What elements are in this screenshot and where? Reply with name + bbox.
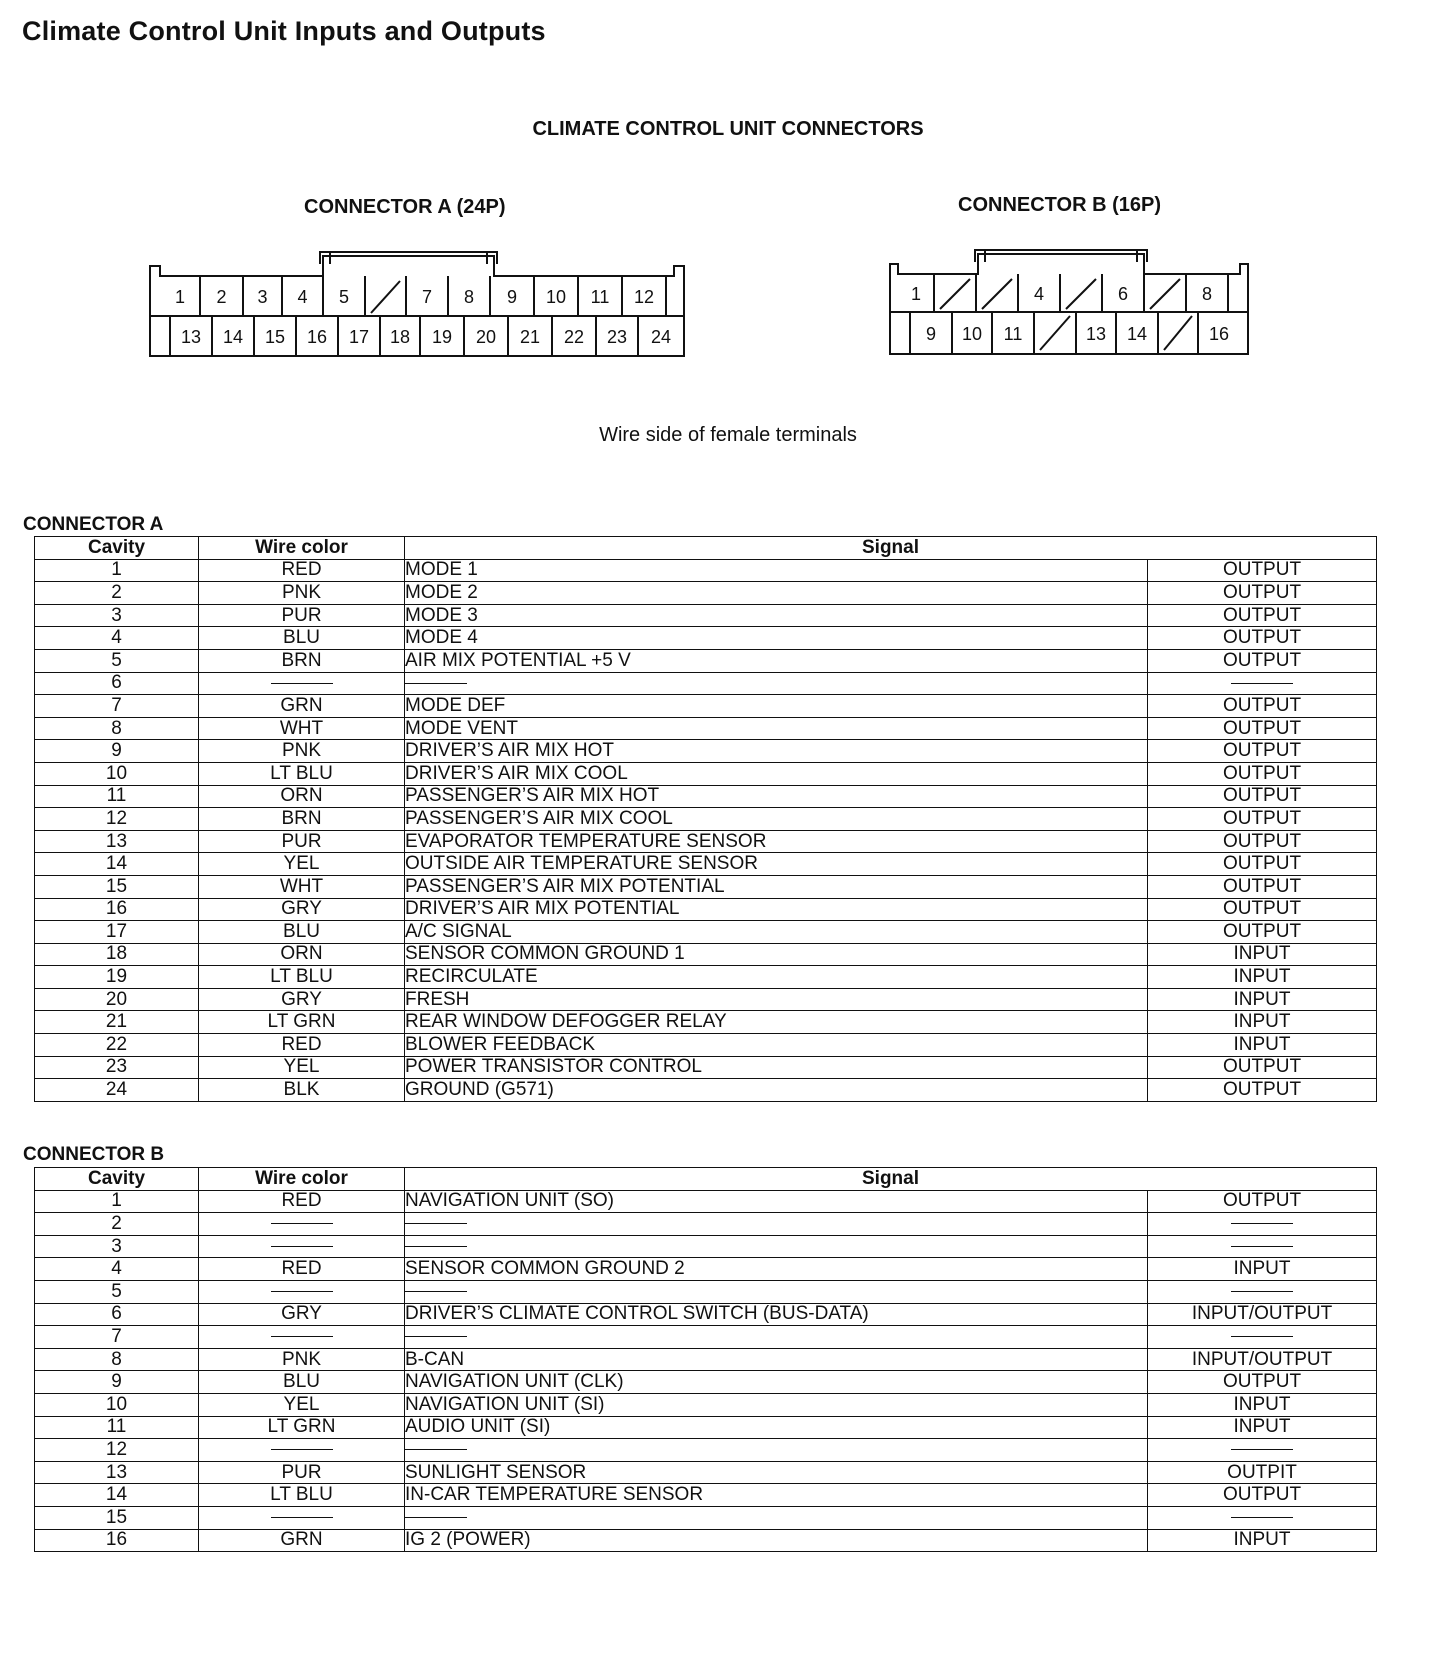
direction-cell: OUTPUT	[1148, 921, 1377, 944]
cavity-number: 11	[1003, 324, 1023, 344]
wire-color-cell: PUR	[199, 830, 405, 853]
unused-dash	[271, 683, 333, 684]
cavity-number: 16	[306, 327, 328, 347]
table-header-row	[35, 1168, 1377, 1191]
signal-header: Signal	[405, 1168, 1377, 1191]
wire-color-cell: ORN	[199, 943, 405, 966]
connector-a-table-label: CONNECTOR A	[23, 514, 164, 535]
table-row	[35, 1280, 1377, 1303]
connector-b-diagram	[0, 0, 1456, 380]
wire-color-header: Wire color	[199, 1168, 405, 1191]
direction-cell: OUTPUT	[1148, 695, 1377, 718]
wire-color-cell: GRY	[199, 898, 405, 921]
wire-color-cell	[199, 1280, 405, 1303]
direction-cell: OUTPUT	[1148, 559, 1377, 582]
signal-cell: POWER TRANSISTOR CONTROL	[405, 1056, 1148, 1079]
table-row	[35, 875, 1377, 898]
wire-color-cell: LT GRN	[199, 1416, 405, 1439]
direction-cell: OUTPUT	[1148, 853, 1377, 876]
direction-cell: OUTPUT	[1148, 1056, 1377, 1079]
table-row	[35, 1056, 1377, 1079]
unused-dash	[1231, 1517, 1293, 1518]
table-row	[35, 1484, 1377, 1507]
signal-cell	[405, 1213, 1148, 1236]
table-row	[35, 1079, 1377, 1102]
diagram-heading: CLIMATE CONTROL UNIT CONNECTORS	[532, 118, 924, 140]
table-row	[35, 1258, 1377, 1281]
unused-dash	[1231, 1291, 1293, 1292]
unused-dash	[1231, 1449, 1293, 1450]
wire-color-cell: BLK	[199, 1079, 405, 1102]
unused-dash	[271, 1449, 333, 1450]
connector-b-table	[34, 1167, 1377, 1552]
wire-color-cell: YEL	[199, 1056, 405, 1079]
direction-cell: INPUT	[1148, 1529, 1377, 1552]
direction-cell: OUTPUT	[1148, 717, 1377, 740]
signal-cell: AIR MIX POTENTIAL +5 V	[405, 649, 1148, 672]
signal-cell: PASSENGER’S AIR MIX COOL	[405, 808, 1148, 831]
wire-color-cell	[199, 1439, 405, 1462]
direction-cell: INPUT	[1148, 1258, 1377, 1281]
unused-dash	[405, 1336, 467, 1337]
table-row	[35, 1529, 1377, 1552]
connector-b-title: CONNECTOR B (16P)	[958, 194, 1161, 216]
unused-dash	[271, 1223, 333, 1224]
direction-cell: INPUT	[1148, 1416, 1377, 1439]
signal-cell: NAVIGATION UNIT (SO)	[405, 1190, 1148, 1213]
cavity-cell: 2	[35, 1213, 199, 1236]
direction-cell: OUTPUT	[1148, 604, 1377, 627]
cavity-cell: 5	[35, 1280, 199, 1303]
table-row	[35, 627, 1377, 650]
wire-color-cell: LT BLU	[199, 1484, 405, 1507]
table-row	[35, 582, 1377, 605]
cavity-number: 13	[1085, 324, 1107, 344]
signal-cell: IG 2 (POWER)	[405, 1529, 1148, 1552]
direction-cell: INPUT	[1148, 1034, 1377, 1057]
unused-dash	[405, 1246, 467, 1247]
unused-dash	[405, 1449, 467, 1450]
wire-color-cell: RED	[199, 559, 405, 582]
direction-cell: OUTPUT	[1148, 1079, 1377, 1102]
cavity-cell: 9	[35, 1371, 199, 1394]
connector-b-table-label: CONNECTOR B	[23, 1144, 165, 1165]
unused-dash	[405, 1517, 467, 1518]
table-row	[35, 740, 1377, 763]
table-row	[35, 762, 1377, 785]
wire-side-caption: Wire side of female terminals	[599, 424, 857, 446]
direction-cell: OUTPUT	[1148, 875, 1377, 898]
signal-cell: DRIVER’S AIR MIX HOT	[405, 740, 1148, 763]
cavity-cell: 7	[35, 1326, 199, 1349]
signal-cell	[405, 1235, 1148, 1258]
cavity-number: 11	[590, 287, 610, 307]
table-row	[35, 1439, 1377, 1462]
unused-cavity-mark	[1164, 316, 1192, 350]
connector-a-table	[34, 536, 1377, 1102]
cavity-cell: 10	[35, 1393, 199, 1416]
connector-latch	[975, 250, 1147, 262]
direction-cell: INPUT	[1148, 943, 1377, 966]
cavity-cell: 16	[35, 898, 199, 921]
table-row	[35, 1011, 1377, 1034]
cavity-cell: 4	[35, 1258, 199, 1281]
direction-cell	[1148, 1439, 1377, 1462]
wire-color-cell: GRY	[199, 988, 405, 1011]
table-row	[35, 717, 1377, 740]
signal-cell: BLOWER FEEDBACK	[405, 1034, 1148, 1057]
cavity-number: 4	[297, 287, 308, 307]
cavity-number: 8	[463, 287, 475, 307]
wire-color-cell: BRN	[199, 649, 405, 672]
signal-cell	[405, 1506, 1148, 1529]
cavity-number: 5	[338, 287, 350, 307]
wire-color-cell	[199, 1506, 405, 1529]
cavity-number: 1	[174, 287, 186, 307]
cavity-number: 6	[1117, 284, 1129, 304]
cavity-cell: 15	[35, 875, 199, 898]
wire-color-cell: PUR	[199, 1461, 405, 1484]
cavity-cell: 24	[35, 1079, 199, 1102]
cavity-cell: 8	[35, 1348, 199, 1371]
connector-a-title: CONNECTOR A (24P)	[304, 196, 506, 218]
signal-cell: NAVIGATION UNIT (CLK)	[405, 1371, 1148, 1394]
wire-color-cell: PUR	[199, 604, 405, 627]
cavity-cell: 9	[35, 740, 199, 763]
cavity-number: 24	[650, 327, 672, 347]
page-title: Climate Control Unit Inputs and Outputs	[22, 16, 546, 46]
cavity-number: 15	[264, 327, 286, 347]
signal-cell: FRESH	[405, 988, 1148, 1011]
signal-cell: IN-CAR TEMPERATURE SENSOR	[405, 1484, 1148, 1507]
cavity-cell: 1	[35, 1190, 199, 1213]
table-row	[35, 830, 1377, 853]
signal-cell: RECIRCULATE	[405, 966, 1148, 989]
table-header-row	[35, 537, 1377, 560]
table-row	[35, 1326, 1377, 1349]
direction-cell: OUTPUT	[1148, 1371, 1377, 1394]
cavity-cell: 6	[35, 1303, 199, 1326]
signal-cell	[405, 1326, 1148, 1349]
unused-dash	[405, 1223, 467, 1224]
table-row	[35, 898, 1377, 921]
direction-cell: OUTPIT	[1148, 1461, 1377, 1484]
direction-cell: OUTPUT	[1148, 898, 1377, 921]
unused-dash	[271, 1517, 333, 1518]
signal-cell: MODE 2	[405, 582, 1148, 605]
cavity-cell: 15	[35, 1506, 199, 1529]
cavity-cell: 21	[35, 1011, 199, 1034]
wire-color-header: Wire color	[199, 537, 405, 560]
direction-cell	[1148, 1506, 1377, 1529]
signal-cell: EVAPORATOR TEMPERATURE SENSOR	[405, 830, 1148, 853]
signal-cell: MODE 3	[405, 604, 1148, 627]
unused-dash	[1231, 1223, 1293, 1224]
signal-cell: REAR WINDOW DEFOGGER RELAY	[405, 1011, 1148, 1034]
cavity-cell: 22	[35, 1034, 199, 1057]
signal-cell	[405, 1280, 1148, 1303]
unused-cavity-mark	[1150, 279, 1180, 309]
cavity-cell: 8	[35, 717, 199, 740]
unused-dash	[1231, 1336, 1293, 1337]
wire-color-cell: LT BLU	[199, 966, 405, 989]
wire-color-cell: RED	[199, 1258, 405, 1281]
cavity-number: 23	[606, 327, 628, 347]
signal-cell	[405, 1439, 1148, 1462]
unused-dash	[405, 683, 467, 684]
direction-cell: OUTPUT	[1148, 762, 1377, 785]
unused-dash	[271, 1291, 333, 1292]
direction-cell	[1148, 1326, 1377, 1349]
cavity-cell: 12	[35, 1439, 199, 1462]
wire-color-cell: YEL	[199, 853, 405, 876]
cavity-cell: 12	[35, 808, 199, 831]
signal-cell: SENSOR COMMON GROUND 2	[405, 1258, 1148, 1281]
wire-color-cell	[199, 1213, 405, 1236]
direction-cell: INPUT	[1148, 966, 1377, 989]
cavity-cell: 23	[35, 1056, 199, 1079]
wire-color-cell: WHT	[199, 875, 405, 898]
signal-cell: GROUND (G571)	[405, 1079, 1148, 1102]
cavity-cell: 11	[35, 1416, 199, 1439]
cavity-number: 9	[506, 287, 518, 307]
direction-cell	[1148, 672, 1377, 695]
table-row	[35, 785, 1377, 808]
table-row	[35, 1416, 1377, 1439]
wire-color-cell: RED	[199, 1190, 405, 1213]
cavity-cell: 16	[35, 1529, 199, 1552]
direction-cell: INPUT	[1148, 1011, 1377, 1034]
unused-cavity-mark	[1040, 316, 1070, 350]
signal-cell: AUDIO UNIT (SI)	[405, 1416, 1148, 1439]
unused-cavity-mark	[1066, 279, 1096, 309]
table-row	[35, 1393, 1377, 1416]
wire-color-cell: GRY	[199, 1303, 405, 1326]
signal-cell: PASSENGER’S AIR MIX POTENTIAL	[405, 875, 1148, 898]
direction-cell: OUTPUT	[1148, 785, 1377, 808]
cavity-number: 8	[1201, 284, 1213, 304]
direction-cell: INPUT	[1148, 1393, 1377, 1416]
wire-color-cell: GRN	[199, 695, 405, 718]
direction-cell: OUTPUT	[1148, 1190, 1377, 1213]
cavity-number: 14	[222, 327, 244, 347]
wire-color-cell: PNK	[199, 1348, 405, 1371]
cavity-cell: 2	[35, 582, 199, 605]
cavity-number: 20	[475, 327, 497, 347]
unused-dash	[405, 1291, 467, 1292]
cavity-number: 17	[348, 327, 370, 347]
cavity-cell: 10	[35, 762, 199, 785]
cavity-cell: 4	[35, 627, 199, 650]
cavity-number: 22	[563, 327, 585, 347]
table-row	[35, 966, 1377, 989]
table-row	[35, 853, 1377, 876]
direction-cell: OUTPUT	[1148, 649, 1377, 672]
wire-color-cell: WHT	[199, 717, 405, 740]
cavity-number: 9	[925, 324, 937, 344]
unused-cavity-mark	[940, 279, 970, 309]
cavity-number: 1	[910, 284, 922, 304]
cavity-number: 13	[180, 327, 202, 347]
signal-cell: MODE 1	[405, 559, 1148, 582]
cavity-number: 14	[1126, 324, 1148, 344]
wire-color-cell: RED	[199, 1034, 405, 1057]
direction-cell: INPUT	[1148, 988, 1377, 1011]
wire-color-cell: LT GRN	[199, 1011, 405, 1034]
cavity-number: 3	[257, 287, 268, 307]
signal-cell: DRIVER’S CLIMATE CONTROL SWITCH (BUS-DATA)	[405, 1303, 1148, 1326]
cavity-cell: 5	[35, 649, 199, 672]
cavity-cell: 13	[35, 1461, 199, 1484]
cavity-number: 10	[961, 324, 983, 344]
unused-dash	[271, 1336, 333, 1337]
cavity-number: 12	[633, 287, 655, 307]
signal-header: Signal	[405, 537, 1377, 560]
cavity-number: 21	[519, 327, 541, 347]
cavity-number: 16	[1208, 324, 1230, 344]
table-row	[35, 1506, 1377, 1529]
table-row	[35, 672, 1377, 695]
table-row	[35, 1461, 1377, 1484]
cavity-cell: 14	[35, 853, 199, 876]
wire-color-cell: LT BLU	[199, 762, 405, 785]
signal-cell: B-CAN	[405, 1348, 1148, 1371]
wire-color-cell: BRN	[199, 808, 405, 831]
wire-color-cell	[199, 1235, 405, 1258]
table-row	[35, 943, 1377, 966]
direction-cell: OUTPUT	[1148, 627, 1377, 650]
table-row	[35, 604, 1377, 627]
table-row	[35, 988, 1377, 1011]
signal-cell: DRIVER’S AIR MIX COOL	[405, 762, 1148, 785]
table-row	[35, 695, 1377, 718]
wire-color-cell: BLU	[199, 921, 405, 944]
direction-cell: INPUT/OUTPUT	[1148, 1348, 1377, 1371]
unused-dash	[1231, 1246, 1293, 1247]
wire-color-cell: BLU	[199, 627, 405, 650]
table-row	[35, 559, 1377, 582]
unused-dash	[1231, 683, 1293, 684]
table-row	[35, 1348, 1377, 1371]
cavity-cell: 20	[35, 988, 199, 1011]
wire-color-cell: PNK	[199, 740, 405, 763]
table-row	[35, 1235, 1377, 1258]
wire-color-cell: YEL	[199, 1393, 405, 1416]
signal-cell: SUNLIGHT SENSOR	[405, 1461, 1148, 1484]
cavity-header: Cavity	[35, 1168, 199, 1191]
cavity-cell: 11	[35, 785, 199, 808]
wire-color-cell: GRN	[199, 1529, 405, 1552]
cavity-number: 18	[389, 327, 411, 347]
signal-cell: DRIVER’S AIR MIX POTENTIAL	[405, 898, 1148, 921]
signal-cell: MODE VENT	[405, 717, 1148, 740]
table-row	[35, 808, 1377, 831]
unused-cavity-mark	[982, 279, 1012, 309]
signal-cell: PASSENGER’S AIR MIX HOT	[405, 785, 1148, 808]
cavity-cell: 6	[35, 672, 199, 695]
direction-cell	[1148, 1280, 1377, 1303]
direction-cell: OUTPUT	[1148, 740, 1377, 763]
cavity-cell: 13	[35, 830, 199, 853]
wire-color-cell: ORN	[199, 785, 405, 808]
cavity-cell: 19	[35, 966, 199, 989]
wire-color-cell: BLU	[199, 1371, 405, 1394]
table-row	[35, 1371, 1377, 1394]
table-row	[35, 1213, 1377, 1236]
wire-color-cell: PNK	[199, 582, 405, 605]
table-row	[35, 921, 1377, 944]
cavity-cell: 3	[35, 604, 199, 627]
signal-cell	[405, 672, 1148, 695]
direction-cell: INPUT/OUTPUT	[1148, 1303, 1377, 1326]
cavity-cell: 1	[35, 559, 199, 582]
signal-cell: MODE DEF	[405, 695, 1148, 718]
cavity-cell: 7	[35, 695, 199, 718]
signal-cell: NAVIGATION UNIT (SI)	[405, 1393, 1148, 1416]
cavity-number: 2	[216, 287, 227, 307]
signal-cell: A/C SIGNAL	[405, 921, 1148, 944]
table-row	[35, 649, 1377, 672]
signal-cell: OUTSIDE AIR TEMPERATURE SENSOR	[405, 853, 1148, 876]
direction-cell: OUTPUT	[1148, 1484, 1377, 1507]
wire-color-cell	[199, 1326, 405, 1349]
cavity-cell: 14	[35, 1484, 199, 1507]
table-row	[35, 1190, 1377, 1213]
direction-cell: OUTPUT	[1148, 808, 1377, 831]
table-row	[35, 1303, 1377, 1326]
table-row	[35, 1034, 1377, 1057]
cavity-cell: 3	[35, 1235, 199, 1258]
direction-cell: OUTPUT	[1148, 830, 1377, 853]
cavity-number: 10	[545, 287, 567, 307]
cavity-header: Cavity	[35, 537, 199, 560]
wire-color-cell	[199, 672, 405, 695]
direction-cell	[1148, 1235, 1377, 1258]
cavity-number: 7	[421, 287, 433, 307]
cavity-number: 19	[431, 327, 453, 347]
signal-cell: MODE 4	[405, 627, 1148, 650]
direction-cell: OUTPUT	[1148, 582, 1377, 605]
cavity-number: 4	[1033, 284, 1045, 304]
cavity-cell: 17	[35, 921, 199, 944]
unused-dash	[271, 1246, 333, 1247]
direction-cell	[1148, 1213, 1377, 1236]
signal-cell: SENSOR COMMON GROUND 1	[405, 943, 1148, 966]
cavity-cell: 18	[35, 943, 199, 966]
